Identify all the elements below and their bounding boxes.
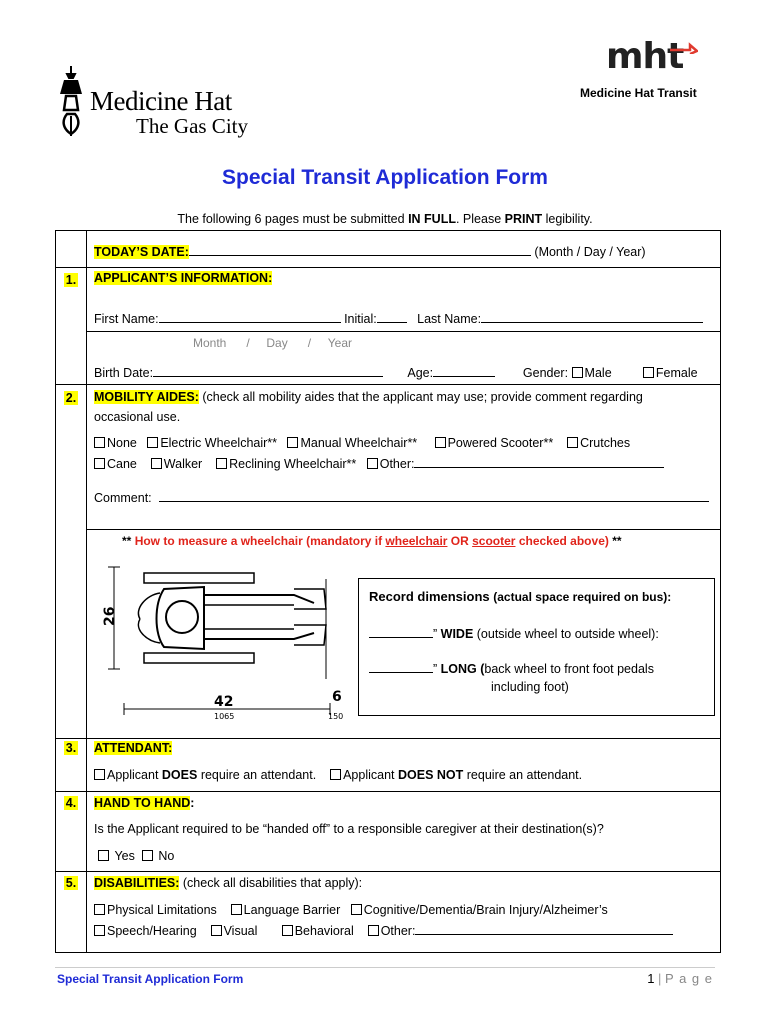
footer-title: Special Transit Application Form [57, 972, 244, 986]
dim-42-label: 42 [214, 694, 234, 710]
other-mobility-input[interactable] [414, 455, 664, 468]
hand-to-hand-question: Is the Applicant required to be “handed off” to a responsible caregiver at their destination(s)? [94, 822, 604, 836]
section-1-heading: APPLICANT’S INFORMATION: [94, 271, 273, 285]
does-require-attendant-checkbox[interactable] [94, 769, 105, 780]
wide-input[interactable] [369, 625, 433, 638]
todays-date-row: TODAY’S DATE: (Month / Day / Year) [94, 245, 646, 259]
instruction: The following 6 pages must be submitted IN FULL. Please PRINT legibility. [177, 212, 593, 226]
female-checkbox[interactable] [643, 367, 654, 378]
walker-checkbox[interactable] [151, 458, 162, 469]
other-disability-input[interactable] [415, 922, 673, 935]
reclining-wheelchair-checkbox[interactable] [216, 458, 227, 469]
hand-to-hand-options: Yes No [98, 849, 174, 863]
initial-input[interactable] [377, 310, 407, 323]
physical-limitations-checkbox[interactable] [94, 904, 105, 915]
other-disability-checkbox[interactable] [368, 925, 379, 936]
birth-date-input[interactable] [153, 364, 383, 377]
section-4-heading: HAND TO HAND [94, 796, 191, 810]
mht-logo-text: mht [606, 36, 684, 77]
section-5-number: 5. [65, 876, 77, 890]
yes-checkbox[interactable] [98, 850, 109, 861]
last-name-input[interactable] [481, 310, 703, 323]
speech-hearing-checkbox[interactable] [94, 925, 105, 936]
other-mobility-checkbox[interactable] [367, 458, 378, 469]
section-3-number: 3. [65, 741, 77, 755]
long-input[interactable] [369, 660, 433, 673]
date-input[interactable] [189, 243, 531, 256]
section-2-heading: MOBILITY AIDES: [94, 390, 199, 404]
crutches-checkbox[interactable] [567, 437, 578, 448]
transit-name: Medicine Hat Transit [580, 86, 697, 100]
form-table: TODAY’S DATE: (Month / Day / Year) 1. APPLICANT’S INFORMATION: First Name: Initial: Last Name: Month / Day / Year Birth Date: Age: Gender: Male Female 2. MOBILITY AIDES: (check all mobility aides that the applicant may use; provide comment regarding occasional use. None Electric Wheelchair** Manual Wheelchair** Powered Scooter** Crutches Cane Walker Reclining Wheelchair** Other: Comment: ** How to measure a wheelchair (mandatory if wheelchair OR scooter checked above) ** 26 42 1065 6 150 Record dimensions (actual space required on bus): ” WIDE (outside wheel to outside wheel): ” LONG (back wheel to front foot pedals including foot) 3. ATTENDANT: Applicant DOES require an attendant. Applicant DOES NOT require an attendant. 4. HAND TO HAND: Is the Applicant required to be “handed off” to a responsible caregiver at their destination(s)? Yes No 5. DISABILITIES: (check all disabilities that apply): Physical Limitations Language Barrier Cognitive/Dementia/Brain Injury/Alzheimer’s Speech/Hearing Visual Behavioral Other: [55, 230, 721, 953]
none-checkbox[interactable] [94, 437, 105, 448]
language-barrier-checkbox[interactable] [231, 904, 242, 915]
age-input[interactable] [433, 364, 495, 377]
dim-6-label: 6 [332, 689, 342, 705]
dim-26-label: 26 [102, 606, 118, 626]
dimensions-title: Record dimensions [369, 589, 494, 604]
lamp-icon [56, 64, 86, 140]
section-4-number: 4. [65, 796, 77, 810]
attendant-options: Applicant DOES require an attendant. Applicant DOES NOT require an attendant. [94, 768, 582, 782]
page-number: 1 | P a g e [647, 971, 713, 986]
city-name: Medicine Hat [90, 86, 232, 116]
mobility-options-row1: None Electric Wheelchair** Manual Wheelchair** Powered Scooter** Crutches [94, 436, 630, 450]
first-name-input[interactable] [159, 310, 341, 323]
disability-options-row1: Physical Limitations Language Barrier Cognitive/Dementia/Brain Injury/Alzheimer’s [94, 903, 608, 917]
dimensions-box: Record dimensions (actual space required on bus): ” WIDE (outside wheel to outside wheel): ” LONG (back wheel to front foot pedals including foot) [358, 578, 715, 716]
disability-options-row2: Speech/Hearing Visual Behavioral Other: [94, 922, 673, 938]
comment-input[interactable] [159, 489, 709, 502]
dim-42-mm-label: 1065 [214, 712, 235, 721]
mobility-options-row2: Cane Walker Reclining Wheelchair** Other: [94, 455, 664, 471]
manual-wheelchair-checkbox[interactable] [287, 437, 298, 448]
arrow-icon [668, 40, 698, 54]
city-tagline: The Gas City [136, 114, 248, 138]
section-2-number: 2. [65, 391, 77, 405]
name-row: First Name: Initial: Last Name: [94, 310, 703, 326]
cognitive-checkbox[interactable] [351, 904, 362, 915]
section-3-heading: ATTENDANT: [94, 741, 173, 755]
section-1-number: 1. [65, 273, 77, 287]
visual-checkbox[interactable] [211, 925, 222, 936]
dim-6-mm-label: 150 [328, 712, 344, 721]
no-checkbox[interactable] [142, 850, 153, 861]
mht-logo [606, 36, 716, 80]
behavioral-checkbox[interactable] [282, 925, 293, 936]
wheelchair-diagram [94, 559, 344, 724]
measure-heading: ** How to measure a wheelchair (mandatory if wheelchair OR scooter checked above) ** [122, 534, 622, 548]
comment-row: Comment: [94, 489, 709, 505]
city-logo [56, 64, 256, 140]
birth-row: Birth Date: Age: Gender: Male Female [94, 366, 698, 380]
does-not-require-attendant-checkbox[interactable] [330, 769, 341, 780]
birth-date-hint: Month / Day / Year [193, 336, 353, 350]
powered-scooter-checkbox[interactable] [435, 437, 446, 448]
male-checkbox[interactable] [572, 367, 583, 378]
section-5-heading: DISABILITIES: [94, 876, 180, 890]
cane-checkbox[interactable] [94, 458, 105, 469]
electric-wheelchair-checkbox[interactable] [147, 437, 158, 448]
page-title: Special Transit Application Form [222, 166, 548, 189]
